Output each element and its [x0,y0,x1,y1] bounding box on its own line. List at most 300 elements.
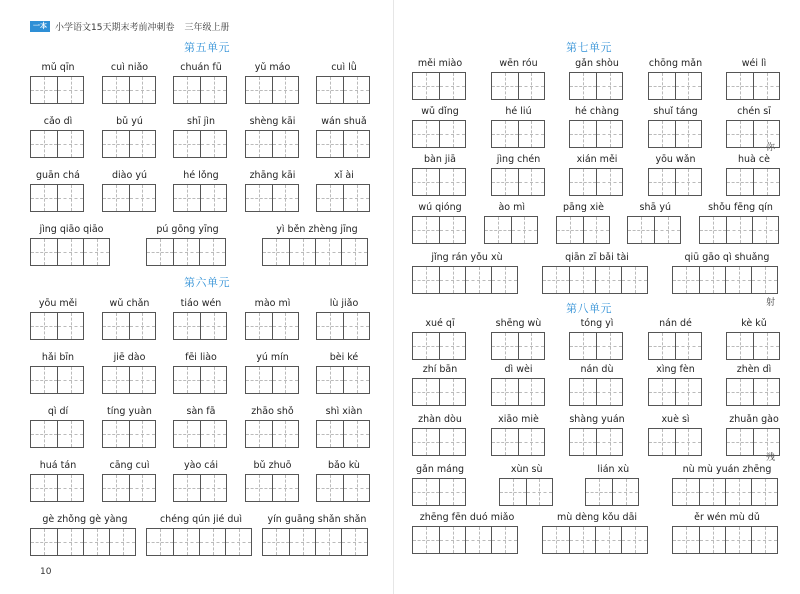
tian-zi-cell[interactable] [263,529,289,555]
writing-grid[interactable] [146,528,252,556]
tian-zi-cell[interactable] [621,267,647,293]
tian-zi-cell[interactable] [343,313,369,339]
tian-zi-cell[interactable] [751,267,777,293]
writing-grid[interactable] [102,184,156,212]
tian-zi-cell[interactable] [103,131,129,157]
pinyin-label: ào mì [498,202,526,213]
writing-grid[interactable] [491,72,545,100]
writing-grid[interactable] [173,420,227,448]
tian-zi-cell[interactable] [174,185,200,211]
writing-grid[interactable] [173,474,227,502]
writing-grid[interactable] [569,72,623,100]
tian-zi-cell[interactable] [31,313,57,339]
writing-grid[interactable] [569,120,623,148]
tian-zi-cell[interactable] [612,479,638,505]
tian-zi-cell[interactable] [129,131,155,157]
writing-grid[interactable] [30,366,84,394]
tian-zi-cell[interactable] [57,131,83,157]
writing-grid[interactable] [412,266,518,294]
tian-zi-cell[interactable] [341,529,367,555]
tian-zi-cell[interactable] [752,217,778,243]
tian-zi-cell[interactable] [725,267,751,293]
tian-zi-cell[interactable] [246,475,272,501]
tian-zi-cell[interactable] [272,313,298,339]
writing-grid[interactable] [30,76,84,104]
writing-grid[interactable] [648,168,702,196]
writing-grid[interactable] [173,76,227,104]
writing-grid[interactable] [146,238,226,266]
tian-zi-cell[interactable] [595,527,621,553]
writing-grid[interactable] [491,378,545,406]
tian-zi-cell[interactable] [272,131,298,157]
tian-zi-cell[interactable] [200,77,226,103]
tian-zi-cell[interactable] [727,379,753,405]
writing-grid[interactable] [30,474,84,502]
tian-zi-cell[interactable] [413,379,439,405]
tian-zi-cell[interactable] [439,429,465,455]
tian-zi-cell[interactable] [570,73,596,99]
tian-zi-cell[interactable] [596,169,622,195]
writing-grid[interactable] [726,428,780,456]
tian-zi-cell[interactable] [263,239,289,265]
tian-zi-cell[interactable] [83,529,109,555]
tian-zi-cell[interactable] [675,379,701,405]
tian-zi-cell[interactable] [289,529,315,555]
tian-zi-cell[interactable] [492,429,518,455]
tian-zi-cell[interactable] [649,73,675,99]
tian-zi-cell[interactable] [57,421,83,447]
tian-zi-cell[interactable] [103,421,129,447]
tian-zi-cell[interactable] [31,475,57,501]
tian-zi-cell[interactable] [103,185,129,211]
tian-zi-cell[interactable] [699,527,725,553]
tian-zi-cell[interactable] [583,217,609,243]
tian-zi-cell[interactable] [518,429,544,455]
tian-zi-cell[interactable] [725,527,751,553]
tian-zi-cell[interactable] [200,421,226,447]
tian-zi-cell[interactable] [491,527,517,553]
tian-zi-cell[interactable] [439,169,465,195]
writing-grid[interactable] [102,130,156,158]
tian-zi-cell[interactable] [439,379,465,405]
writing-grid[interactable] [542,526,648,554]
tian-zi-cell[interactable] [225,529,251,555]
tian-zi-cell[interactable] [246,313,272,339]
tian-zi-cell[interactable] [751,527,777,553]
tian-zi-cell[interactable] [103,313,129,339]
tian-zi-cell[interactable] [654,217,680,243]
writing-grid[interactable] [569,428,623,456]
tian-zi-cell[interactable] [628,217,654,243]
tian-zi-cell[interactable] [129,367,155,393]
tian-zi-cell[interactable] [586,479,612,505]
tian-zi-cell[interactable] [57,185,83,211]
tian-zi-cell[interactable] [675,121,701,147]
tian-zi-cell[interactable] [465,527,491,553]
tian-zi-cell[interactable] [129,313,155,339]
tian-zi-cell[interactable] [147,239,173,265]
tian-zi-cell[interactable] [570,333,596,359]
tian-zi-cell[interactable] [500,479,526,505]
pinyin-label: zhí bān [422,364,458,375]
writing-grid[interactable] [245,312,299,340]
tian-zi-cell[interactable] [83,239,109,265]
tian-zi-cell[interactable] [200,367,226,393]
writing-grid[interactable] [316,474,370,502]
pinyin-label: wēn róu [499,58,538,69]
tian-zi-cell[interactable] [596,429,622,455]
writing-grid[interactable] [412,478,466,506]
tian-zi-cell[interactable] [57,367,83,393]
tian-zi-cell[interactable] [491,267,517,293]
writing-grid[interactable] [245,76,299,104]
tian-zi-cell[interactable] [272,421,298,447]
tian-zi-cell[interactable] [753,121,779,147]
tian-zi-cell[interactable] [595,267,621,293]
tian-zi-cell[interactable] [413,121,439,147]
tian-zi-cell[interactable] [317,421,343,447]
tian-zi-cell[interactable] [596,73,622,99]
writing-grid[interactable] [412,332,466,360]
tian-zi-cell[interactable] [103,77,129,103]
tian-zi-cell[interactable] [57,529,83,555]
tian-zi-cell[interactable] [129,475,155,501]
tian-zi-cell[interactable] [31,239,57,265]
tian-zi-cell[interactable] [129,185,155,211]
tian-zi-cell[interactable] [31,421,57,447]
tian-zi-cell[interactable] [673,527,699,553]
tian-zi-cell[interactable] [341,239,367,265]
tian-zi-cell[interactable] [317,131,343,157]
tian-zi-cell[interactable] [343,77,369,103]
writing-grid[interactable] [726,120,780,148]
unit-title-7: 第七单元 [566,41,612,54]
writing-grid[interactable] [30,420,84,448]
writing-grid[interactable] [412,526,518,554]
tian-zi-cell[interactable] [57,77,83,103]
writing-grid[interactable] [672,266,778,294]
pinyin-label: chén sī [737,106,771,117]
tian-zi-cell[interactable] [174,475,200,501]
tian-zi-cell[interactable] [543,527,569,553]
writing-grid[interactable] [30,130,84,158]
tian-zi-cell[interactable] [174,131,200,157]
writing-grid[interactable] [316,420,370,448]
writing-grid[interactable] [648,120,702,148]
tian-zi-cell[interactable] [31,529,57,555]
tian-zi-cell[interactable] [727,121,753,147]
tian-zi-cell[interactable] [492,169,518,195]
writing-grid[interactable] [102,474,156,502]
tian-zi-cell[interactable] [103,367,129,393]
tian-zi-cell[interactable] [343,367,369,393]
writing-grid[interactable] [316,184,370,212]
writing-grid[interactable] [569,378,623,406]
tian-zi-cell[interactable] [57,239,83,265]
writing-grid[interactable] [245,184,299,212]
writing-grid[interactable] [173,130,227,158]
tian-zi-cell[interactable] [726,217,752,243]
tian-zi-cell[interactable] [518,169,544,195]
writing-grid[interactable] [412,120,466,148]
tian-zi-cell[interactable] [174,313,200,339]
tian-zi-cell[interactable] [569,267,595,293]
tian-zi-cell[interactable] [413,429,439,455]
writing-grid[interactable] [648,332,702,360]
tian-zi-cell[interactable] [246,421,272,447]
writing-grid[interactable] [102,366,156,394]
tian-zi-cell[interactable] [413,267,439,293]
tian-zi-cell[interactable] [727,333,753,359]
tian-zi-cell[interactable] [343,185,369,211]
tian-zi-cell[interactable] [317,475,343,501]
tian-zi-cell[interactable] [272,185,298,211]
tian-zi-cell[interactable] [174,421,200,447]
tian-zi-cell[interactable] [570,379,596,405]
tian-zi-cell[interactable] [649,379,675,405]
writing-grid[interactable] [648,72,702,100]
writing-grid[interactable] [491,332,545,360]
writing-grid[interactable] [412,428,466,456]
writing-grid[interactable] [412,168,466,196]
tian-zi-cell[interactable] [557,217,583,243]
tian-zi-cell[interactable] [675,169,701,195]
writing-grid[interactable] [30,312,84,340]
tian-zi-cell[interactable] [751,479,777,505]
tian-zi-cell[interactable] [439,267,465,293]
tian-zi-cell[interactable] [289,239,315,265]
tian-zi-cell[interactable] [246,131,272,157]
tian-zi-cell[interactable] [727,169,753,195]
tian-zi-cell[interactable] [31,367,57,393]
tian-zi-cell[interactable] [492,333,518,359]
tian-zi-cell[interactable] [343,475,369,501]
writing-grid[interactable] [491,120,545,148]
tian-zi-cell[interactable] [174,367,200,393]
tian-zi-cell[interactable] [413,333,439,359]
tian-zi-cell[interactable] [413,73,439,99]
unit-title-8: 第八单元 [566,302,612,315]
tian-zi-cell[interactable] [675,333,701,359]
tian-zi-cell[interactable] [343,421,369,447]
tian-zi-cell[interactable] [543,267,569,293]
tian-zi-cell[interactable] [57,313,83,339]
tian-zi-cell[interactable] [109,529,135,555]
tian-zi-cell[interactable] [753,73,779,99]
pinyin-label: jìng chén [496,154,541,165]
tian-zi-cell[interactable] [439,479,465,505]
tian-zi-cell[interactable] [174,77,200,103]
word-item [672,252,782,294]
writing-grid[interactable] [102,420,156,448]
writing-grid[interactable] [316,366,370,394]
tian-zi-cell[interactable] [596,379,622,405]
tian-zi-cell[interactable] [31,185,57,211]
tian-zi-cell[interactable] [439,121,465,147]
tian-zi-cell[interactable] [518,379,544,405]
tian-zi-cell[interactable] [413,217,439,243]
tian-zi-cell[interactable] [272,367,298,393]
tian-zi-cell[interactable] [246,77,272,103]
writing-grid[interactable] [316,76,370,104]
tian-zi-cell[interactable] [673,267,699,293]
writing-grid[interactable] [726,72,780,100]
word-item [262,514,372,556]
tian-zi-cell[interactable] [31,131,57,157]
tian-zi-cell[interactable] [596,121,622,147]
tian-zi-cell[interactable] [727,73,753,99]
tian-zi-cell[interactable] [272,475,298,501]
writing-grid[interactable] [316,130,370,158]
tian-zi-cell[interactable] [699,267,725,293]
writing-grid[interactable] [556,216,610,244]
pinyin-label: cuì niǎo [110,62,149,73]
writing-grid[interactable] [726,378,780,406]
writing-grid[interactable] [30,184,84,212]
tian-zi-cell[interactable] [675,429,701,455]
writing-grid[interactable] [648,428,702,456]
tian-zi-cell[interactable] [103,475,129,501]
tian-zi-cell[interactable] [511,217,537,243]
word-item [648,106,704,148]
tian-zi-cell[interactable] [147,529,173,555]
tian-zi-cell[interactable] [570,169,596,195]
tian-zi-cell[interactable] [317,367,343,393]
writing-grid[interactable] [102,312,156,340]
word-item [30,514,140,556]
tian-zi-cell[interactable] [700,217,726,243]
tian-zi-cell[interactable] [675,73,701,99]
writing-grid[interactable] [173,184,227,212]
tian-zi-cell[interactable] [199,529,225,555]
tian-zi-cell[interactable] [649,333,675,359]
writing-grid[interactable] [262,238,368,266]
pinyin-label: shā yú [639,202,671,213]
tian-zi-cell[interactable] [570,121,596,147]
writing-grid[interactable] [672,526,778,554]
tian-zi-cell[interactable] [485,217,511,243]
writing-grid[interactable] [569,332,623,360]
tian-zi-cell[interactable] [518,121,544,147]
writing-grid[interactable] [245,420,299,448]
tian-zi-cell[interactable] [492,73,518,99]
tian-zi-cell[interactable] [317,77,343,103]
writing-grid[interactable] [648,378,702,406]
writing-grid[interactable] [412,216,466,244]
tian-zi-cell[interactable] [649,429,675,455]
writing-grid[interactable] [30,528,136,556]
writing-grid[interactable] [412,378,466,406]
tian-zi-cell[interactable] [699,479,725,505]
tian-zi-cell[interactable] [315,239,341,265]
tian-zi-cell[interactable] [315,529,341,555]
writing-grid[interactable] [484,216,538,244]
tian-zi-cell[interactable] [569,527,595,553]
writing-grid[interactable] [262,528,368,556]
writing-grid[interactable] [672,478,778,506]
writing-grid[interactable] [726,168,780,196]
tian-zi-cell[interactable] [526,479,552,505]
writing-grid[interactable] [699,216,779,244]
pinyin-label: zhàn dòu [418,414,462,425]
tian-zi-cell[interactable] [649,169,675,195]
tian-zi-cell[interactable] [200,313,226,339]
tian-zi-cell[interactable] [129,77,155,103]
tian-zi-cell[interactable] [439,73,465,99]
word-item [491,414,547,456]
writing-grid[interactable] [245,474,299,502]
writing-grid[interactable] [173,366,227,394]
tian-zi-cell[interactable] [727,429,753,455]
tian-zi-cell[interactable] [173,239,199,265]
writing-grid[interactable] [412,72,466,100]
tian-zi-cell[interactable] [518,73,544,99]
tian-zi-cell[interactable] [753,169,779,195]
writing-grid[interactable] [173,312,227,340]
pinyin-label: sàn fā [186,406,216,417]
tian-zi-cell[interactable] [518,333,544,359]
writing-grid[interactable] [491,428,545,456]
tian-zi-cell[interactable] [439,217,465,243]
tian-zi-cell[interactable] [200,131,226,157]
tian-zi-cell[interactable] [317,185,343,211]
tian-zi-cell[interactable] [173,529,199,555]
tian-zi-cell[interactable] [413,479,439,505]
writing-grid[interactable] [102,76,156,104]
writing-grid[interactable] [491,168,545,196]
writing-grid[interactable] [585,478,639,506]
tian-zi-cell[interactable] [200,185,226,211]
tian-zi-cell[interactable] [621,527,647,553]
tian-zi-cell[interactable] [492,379,518,405]
writing-grid[interactable] [30,238,110,266]
tian-zi-cell[interactable] [317,313,343,339]
tian-zi-cell[interactable] [413,527,439,553]
pinyin-label: xián měi [576,154,618,165]
tian-zi-cell[interactable] [31,77,57,103]
writing-grid[interactable] [245,130,299,158]
tian-zi-cell[interactable] [246,367,272,393]
tian-zi-cell[interactable] [129,421,155,447]
tian-zi-cell[interactable] [570,429,596,455]
tian-zi-cell[interactable] [57,475,83,501]
writing-grid[interactable] [499,478,553,506]
tian-zi-cell[interactable] [753,429,779,455]
tian-zi-cell[interactable] [465,267,491,293]
tian-zi-cell[interactable] [492,121,518,147]
writing-grid[interactable] [316,312,370,340]
tian-zi-cell[interactable] [272,77,298,103]
tian-zi-cell[interactable] [753,379,779,405]
writing-grid[interactable] [726,332,780,360]
tian-zi-cell[interactable] [343,131,369,157]
writing-grid[interactable] [542,266,648,294]
writing-grid[interactable] [569,168,623,196]
tian-zi-cell[interactable] [246,185,272,211]
tian-zi-cell[interactable] [725,479,751,505]
writing-grid[interactable] [245,366,299,394]
tian-zi-cell[interactable] [673,479,699,505]
tian-zi-cell[interactable] [753,333,779,359]
tian-zi-cell[interactable] [199,239,225,265]
tian-zi-cell[interactable] [649,121,675,147]
tian-zi-cell[interactable] [200,475,226,501]
writing-grid[interactable] [627,216,681,244]
tian-zi-cell[interactable] [596,333,622,359]
tian-zi-cell[interactable] [413,169,439,195]
tian-zi-cell[interactable] [439,527,465,553]
tian-zi-cell[interactable] [439,333,465,359]
